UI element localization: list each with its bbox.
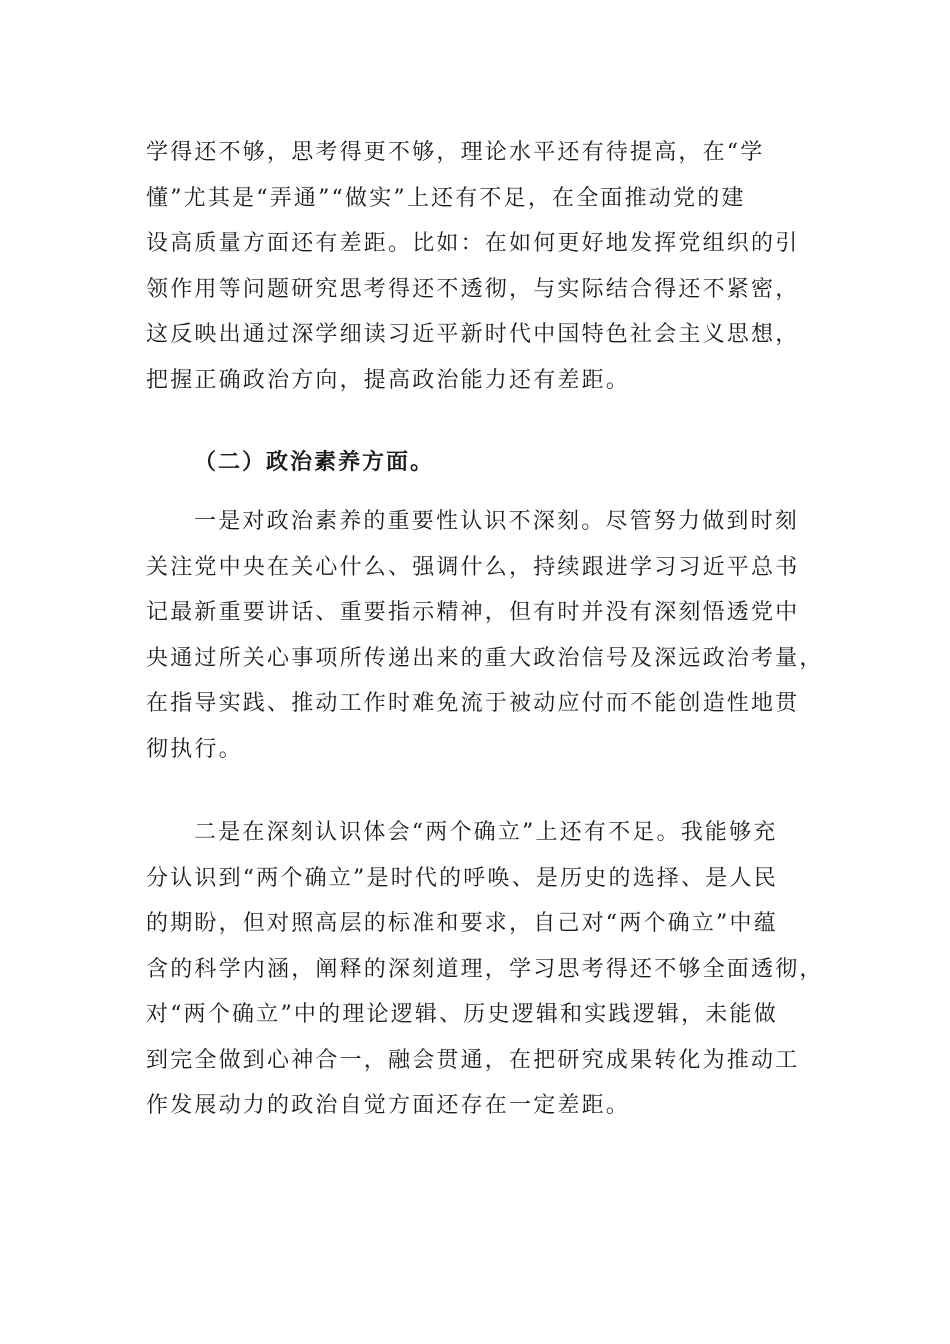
paragraph-line: 这反映出通过深学细读习近平新时代中国特色社会主义思想， [146, 322, 800, 347]
paragraph-line: 央通过所关心事项所传递出来的重大政治信号及深远政治考量， [146, 645, 824, 671]
paragraph-line: 懂”尤其是“弄通”“做实”上还有不足，在全面推动党的建 [146, 185, 746, 211]
paragraph-line: 一是对政治素养的重要性认识不深刻。尽管努力做到时刻 [194, 509, 800, 534]
paragraph-line: 把握正确政治方向，提高政治能力还有差距。 [146, 367, 631, 393]
paragraph-2 [146, 499, 824, 772]
paragraph-3 [146, 810, 824, 1129]
paragraph-line: 含的科学内涵，阐释的深刻道理，学习思考得还不够全面透彻， [146, 956, 824, 982]
paragraph-line: 记最新重要讲话、重要指示精神，但有时并没有深刻悟透党中 [146, 600, 800, 625]
paragraph-line: 对“两个确立”中的理论逻辑、历史逻辑和实践逻辑，未能做 [146, 1002, 778, 1027]
paragraph-line: 到完全做到心神合一，融会贯通，在把研究成果转化为推动工 [146, 1047, 800, 1073]
section-heading [146, 440, 806, 486]
section-heading-text: （二）政治素养方面。 [194, 449, 435, 475]
paragraph-line: 作发展动力的政治自觉方面还存在一定差距。 [146, 1093, 631, 1118]
paragraph-line: 领作用等问题研究思考得还不透彻，与实际结合得还不紧密， [146, 276, 800, 302]
paragraph-line: 在指导实践、推动工作时难免流于被动应付而不能创造性地贯 [146, 691, 800, 716]
paragraph-line: 学得还不够，思考得更不够，理论水平还有待提高，在“学 [146, 140, 765, 165]
paragraph-1 [146, 130, 806, 403]
paragraph-line: 关注党中央在关心什么、强调什么，持续跟进学习习近平总书 [146, 554, 800, 580]
paragraph-line: 分认识到“两个确立”是时代的呼唤、是历史的选择、是人民 [146, 865, 778, 891]
paragraph-line: 的期盼，但对照高层的标准和要求，自己对“两个确立”中蕴 [146, 911, 778, 936]
paragraph-line: 设高质量方面还有差距。比如：在如何更好地发挥党组织的引 [146, 231, 800, 256]
paragraph-line: 二是在深刻认识体会“两个确立”上还有不足。我能够充 [194, 820, 778, 845]
paragraph-line: 彻执行。 [146, 736, 243, 762]
